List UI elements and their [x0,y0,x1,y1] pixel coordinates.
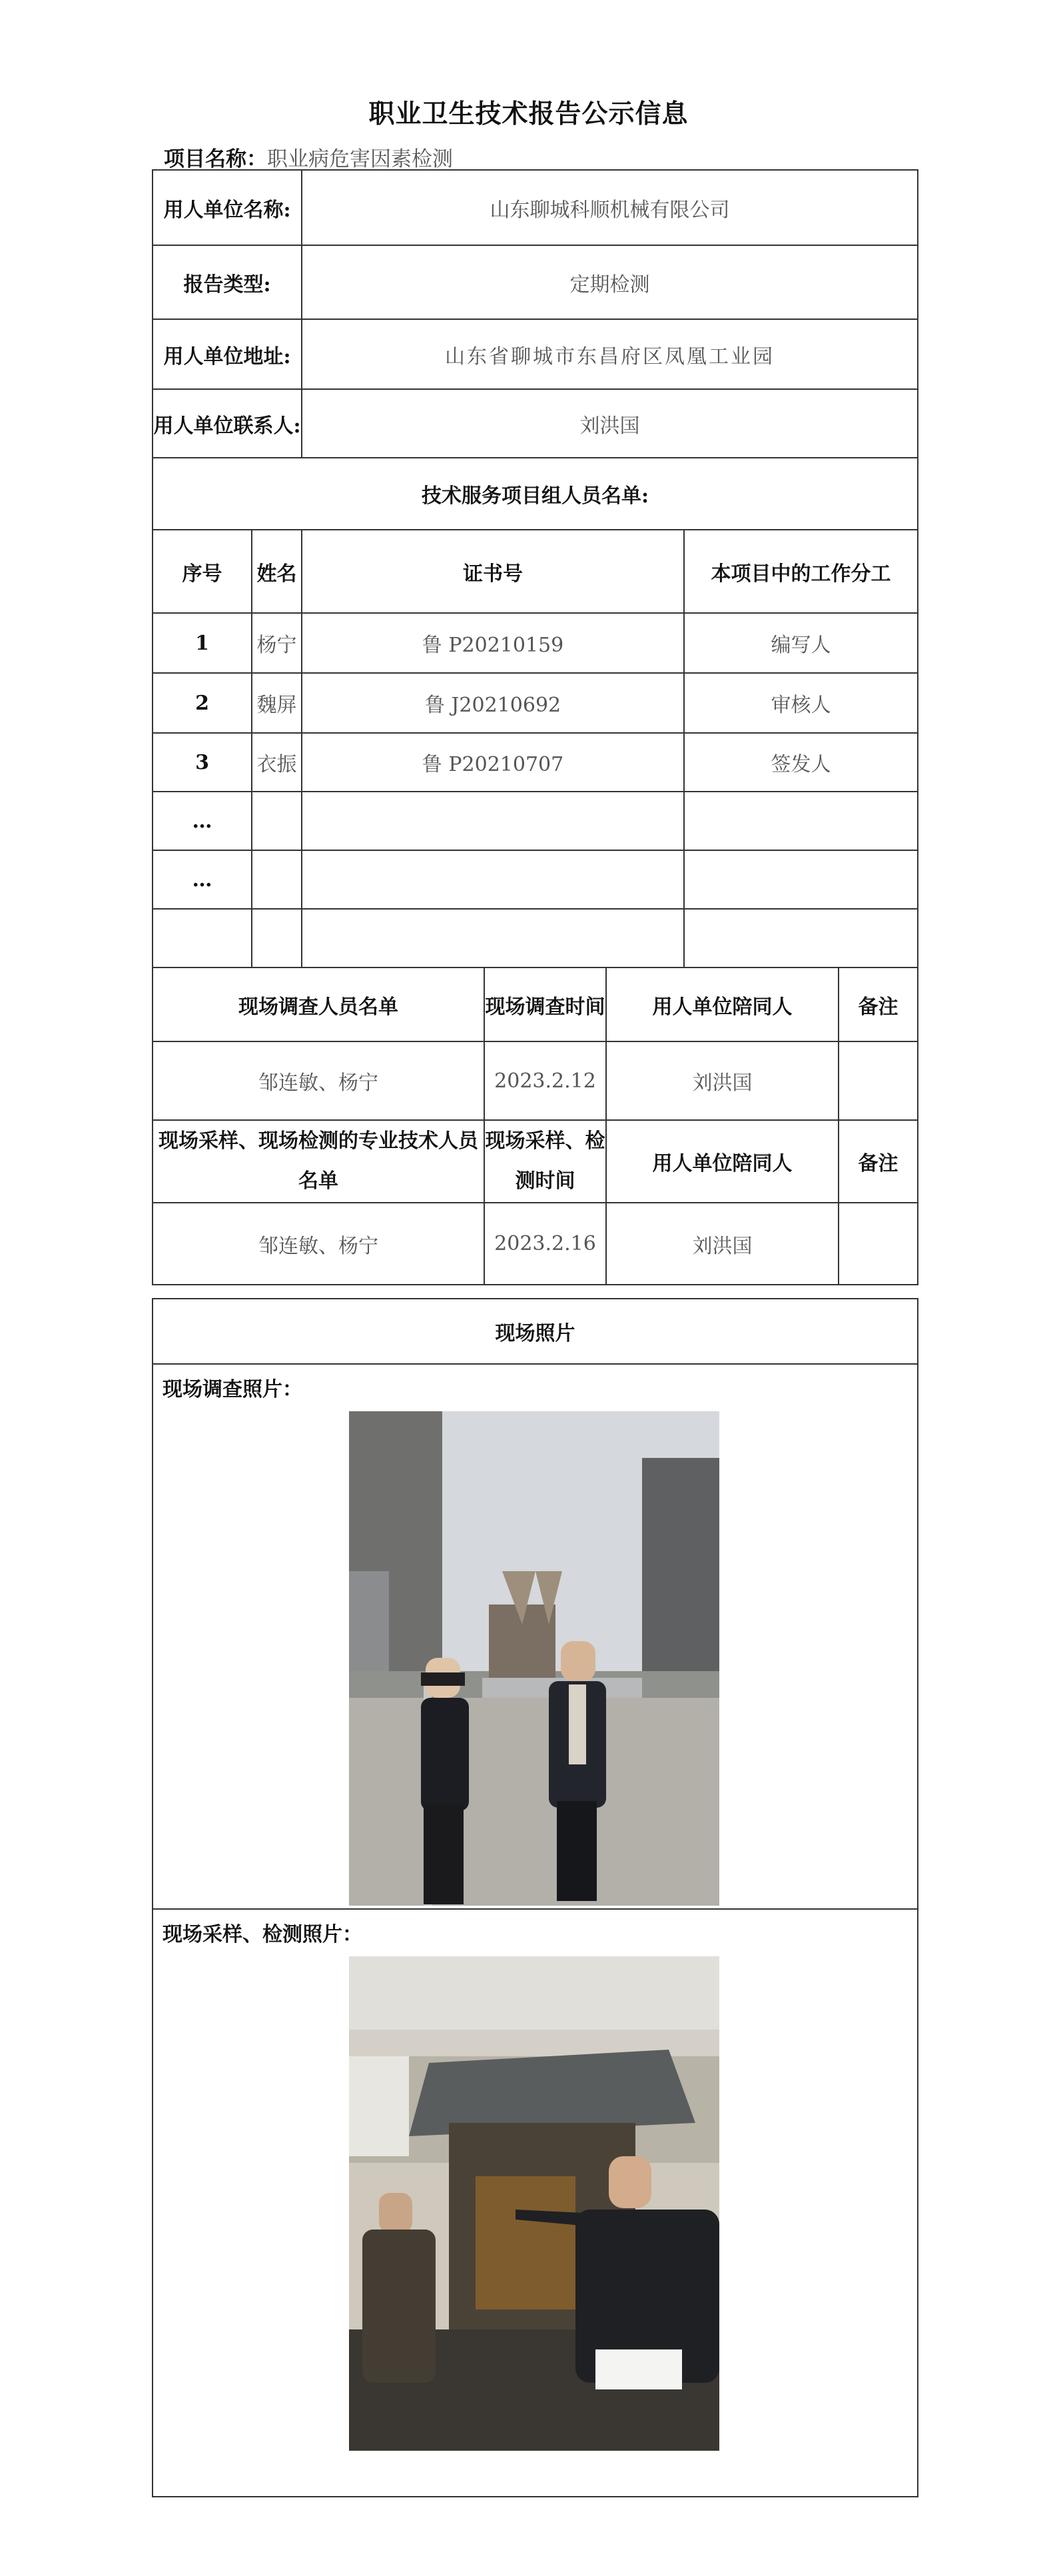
address-label: 用人单位地址: [153,319,302,389]
report-info-table [152,169,918,1285]
team-row-name: 魏屏 [252,673,302,733]
address-value: 山东省聊城市东昌府区凤凰工业园 [302,319,918,389]
sampling-photo-image [349,1956,719,2451]
sampling-header-note: 备注 [839,1120,918,1203]
team-header-name: 姓名 [252,530,302,613]
team-row-role: 签发人 [684,733,918,792]
project-label: 项目名称： [164,147,267,171]
table-row [153,673,918,733]
team-header-role: 本项目中的工作分工 [684,530,918,613]
sampling-photo-cell [153,1909,918,2497]
sampling-date: 2023.2.16 [484,1203,606,1285]
sampling-escort: 刘洪国 [606,1203,839,1285]
team-row-role: 审核人 [684,673,918,733]
sampling-photo [349,1956,719,2451]
report-type-value: 定期检测 [302,245,918,319]
team-row-role [684,792,918,850]
team-row-no: 3 [153,733,252,792]
team-row-cert [302,850,684,909]
team-row-name [252,792,302,850]
table-row [153,909,918,967]
team-row-role [684,909,918,967]
survey-staff: 邹连敏、杨宁 [153,1041,484,1120]
team-row-name: 杨宁 [252,613,302,673]
team-row-name: 衣振 [252,733,302,792]
survey-photo-image [349,1411,719,1906]
survey-escort: 刘洪国 [606,1041,839,1120]
table-row [153,850,918,909]
survey-photo [349,1411,719,1906]
team-header-no: 序号 [153,530,252,613]
team-row-cert: 鲁 P20210159 [302,613,684,673]
survey-note [839,1041,918,1120]
team-row-role [684,850,918,909]
team-row-cert [302,792,684,850]
team-row-cert [302,909,684,967]
report-type-label: 报告类型: [153,245,302,319]
survey-photo-cell [153,1364,918,1909]
sampling-header-staff: 现场采样、现场检测的专业技术人员名单 [153,1120,484,1203]
table-row [153,613,918,673]
photo-table [152,1298,918,2497]
survey-header-note: 备注 [839,967,918,1041]
team-row-no [153,909,252,967]
team-row-no: … [153,850,252,909]
project-name [164,142,453,172]
team-row-no: 2 [153,673,252,733]
team-row-role: 编写人 [684,613,918,673]
sampling-header-time: 现场采样、检测时间 [484,1120,606,1203]
contact-value: 刘洪国 [302,389,918,458]
team-row-cert: 鲁 P20210707 [302,733,684,792]
team-heading: 技术服务项目组人员名单: [153,458,918,530]
table-row [153,792,918,850]
company-label: 用人单位名称: [153,170,302,245]
sampling-header-escort: 用人单位陪同人 [606,1120,839,1203]
sampling-photo-label: 现场采样、检测照片： [163,1923,362,1946]
photo-heading: 现场照片 [153,1299,918,1364]
table-row [153,733,918,792]
team-row-cert: 鲁 J20210692 [302,673,684,733]
team-header-cert: 证书号 [302,530,684,613]
team-row-name [252,850,302,909]
page-title: 职业卫生技术报告公示信息 [368,99,689,129]
sampling-staff: 邹连敏、杨宁 [153,1203,484,1285]
team-row-no: … [153,792,252,850]
survey-header-escort: 用人单位陪同人 [606,967,839,1041]
sampling-note [839,1203,918,1285]
survey-photo-label: 现场调查照片： [163,1378,302,1401]
team-row-name [252,909,302,967]
team-row-no: 1 [153,613,252,673]
project-value: 职业病危害因素检测 [267,147,453,171]
survey-date: 2023.2.12 [484,1041,606,1120]
contact-label: 用人单位联系人: [153,389,302,458]
company-value: 山东聊城科顺机械有限公司 [302,170,918,245]
survey-header-staff: 现场调查人员名单 [153,967,484,1041]
survey-header-time: 现场调查时间 [484,967,606,1041]
